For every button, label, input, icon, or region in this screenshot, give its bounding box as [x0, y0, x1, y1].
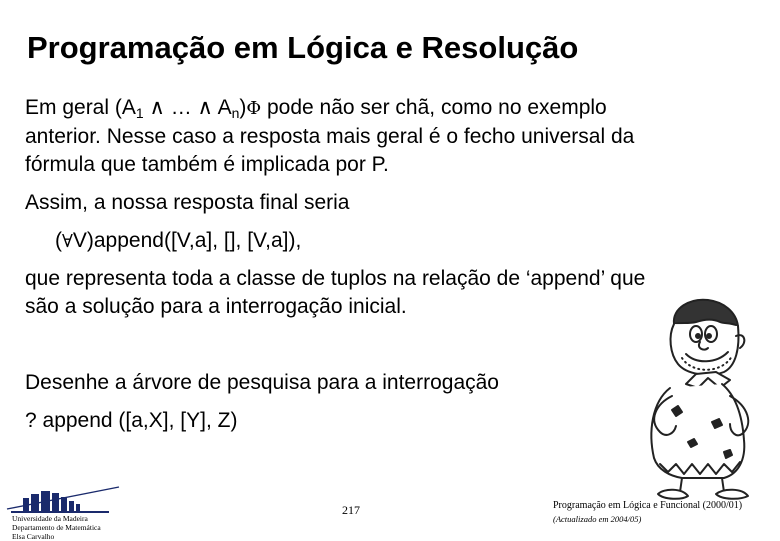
logo-department: Departamento de Matemática — [12, 523, 101, 532]
paragraph-general-case: Em geral ($A_1$ ∧ … ∧ $A_n)\Phi$ pode não ser chã, como no exemplo anterior. Nesse caso a resposta mais geral é o fecho universal da fórmula que também é implicada por P. — [25, 96, 635, 176]
slide-title: Programação em Lógica e Resolução — [27, 30, 579, 65]
logo-author: Elsa Carvalho — [12, 532, 55, 541]
page-number: 217 — [342, 503, 360, 517]
updated-note: (Actualizado em 2004/05) — [553, 514, 642, 524]
exercise-query: ? append ([a,X], [Y], Z) — [25, 409, 238, 432]
forall-symbol: ∀ — [62, 231, 73, 252]
university-logo-graphic — [3, 484, 123, 516]
course-title: Programação em Lógica e Funcional (2000/01) — [553, 500, 743, 511]
phi-symbol: Φ — [246, 98, 262, 119]
footer-course — [553, 500, 742, 524]
university-logo — [3, 484, 123, 540]
formula-append: (∀V)append([V,a], [], [V,a]), — [55, 229, 302, 252]
paragraph-tuple-class: que representa toda a classe de tuplos na relação de ‘append’ que são a solução para a interrogação inicial. — [25, 267, 646, 318]
cartoon-character-image — [612, 292, 772, 502]
logo-university-name: Universidade da Madeira — [12, 514, 88, 523]
paragraph-final-answer: Assim, a nossa resposta final seria — [25, 191, 350, 214]
exercise-prompt: Desenhe a árvore de pesquisa para a interrogação — [25, 371, 499, 394]
